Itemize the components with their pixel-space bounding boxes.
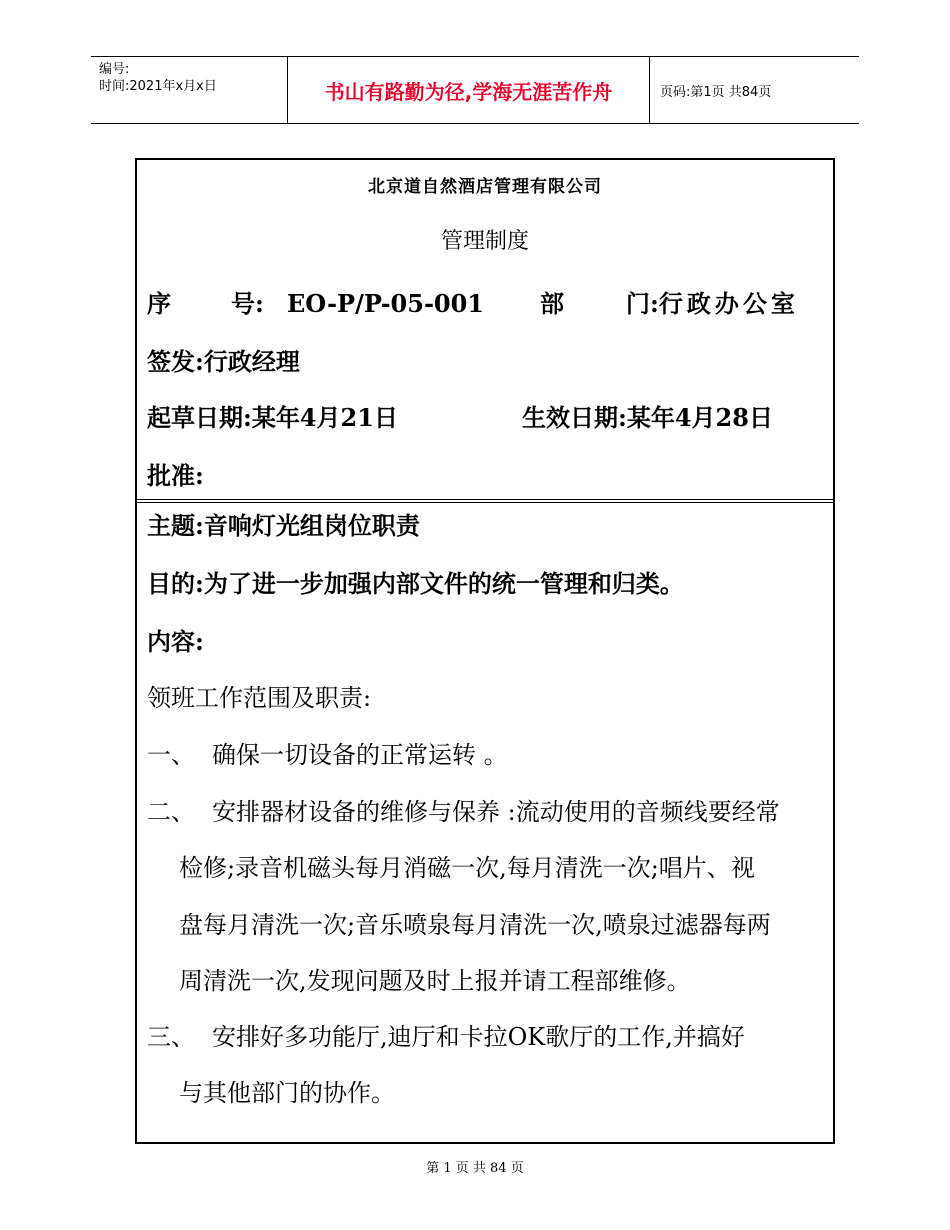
serial-value: EO-P/P-05-001 (287, 289, 485, 318)
department-value: 行政办公室 (658, 289, 799, 318)
section-heading: 领班工作范围及职责: (147, 684, 372, 712)
item-line: 安排好多功能厅,迪厅和卡拉OK歌厅的工作,并搞好 (212, 1023, 745, 1051)
document-box (135, 158, 835, 1144)
section-divider (137, 499, 833, 503)
issuer: 签发:行政经理 (147, 347, 300, 376)
item-line: 盘每月清洗一次;音乐喷泉每月清洗一次,喷泉过滤器每两 (179, 911, 771, 939)
document-title: 管理制度 (440, 229, 529, 254)
item-line: 检修;录音机磁头每月消磁一次,每月清洗一次;唱片、视 (179, 854, 755, 882)
header-meta (91, 57, 287, 123)
page-header (91, 56, 859, 124)
purpose: 目的:为了进一步加强内部文件的统一管理和归类。 (147, 569, 684, 598)
draft-date: 起草日期:某年4月21日 (147, 403, 398, 432)
item-number: 二、 (147, 798, 195, 826)
header-motto: 书山有路勤为径,学海无涯苦作舟 (287, 57, 650, 123)
effective-date: 生效日期:某年4月28日 (522, 403, 773, 432)
item-line: 确保一切设备的正常运转 。 (212, 741, 508, 769)
item-number: 一、 (147, 741, 195, 769)
item-line: 与其他部门的协作。 (179, 1079, 395, 1107)
item-line: 周清洗一次,发现问题及时上报并请工程部维修。 (179, 967, 691, 995)
department-row (540, 284, 799, 319)
subject: 主题:音响灯光组岗位职责 (147, 511, 420, 540)
approval: 批准: (147, 461, 204, 490)
serial-number-row (147, 284, 484, 319)
time-label: 时间:2021年x月x日 (99, 79, 217, 94)
serial-label: 序 号: (147, 289, 264, 318)
content-label: 内容: (147, 627, 204, 656)
item-number: 三、 (147, 1023, 195, 1051)
item-line: 安排器材设备的维修与保养 :流动使用的音频线要经常 (212, 798, 780, 826)
header-page-info: 页码:第1页 共84页 (660, 84, 772, 100)
page-footer: 第 1 页 共 84 页 (426, 1161, 524, 1176)
company-name: 北京道自然酒店管理有限公司 (368, 177, 602, 197)
number-label: 编号: (99, 62, 130, 77)
department-label: 部 门: (540, 289, 659, 318)
